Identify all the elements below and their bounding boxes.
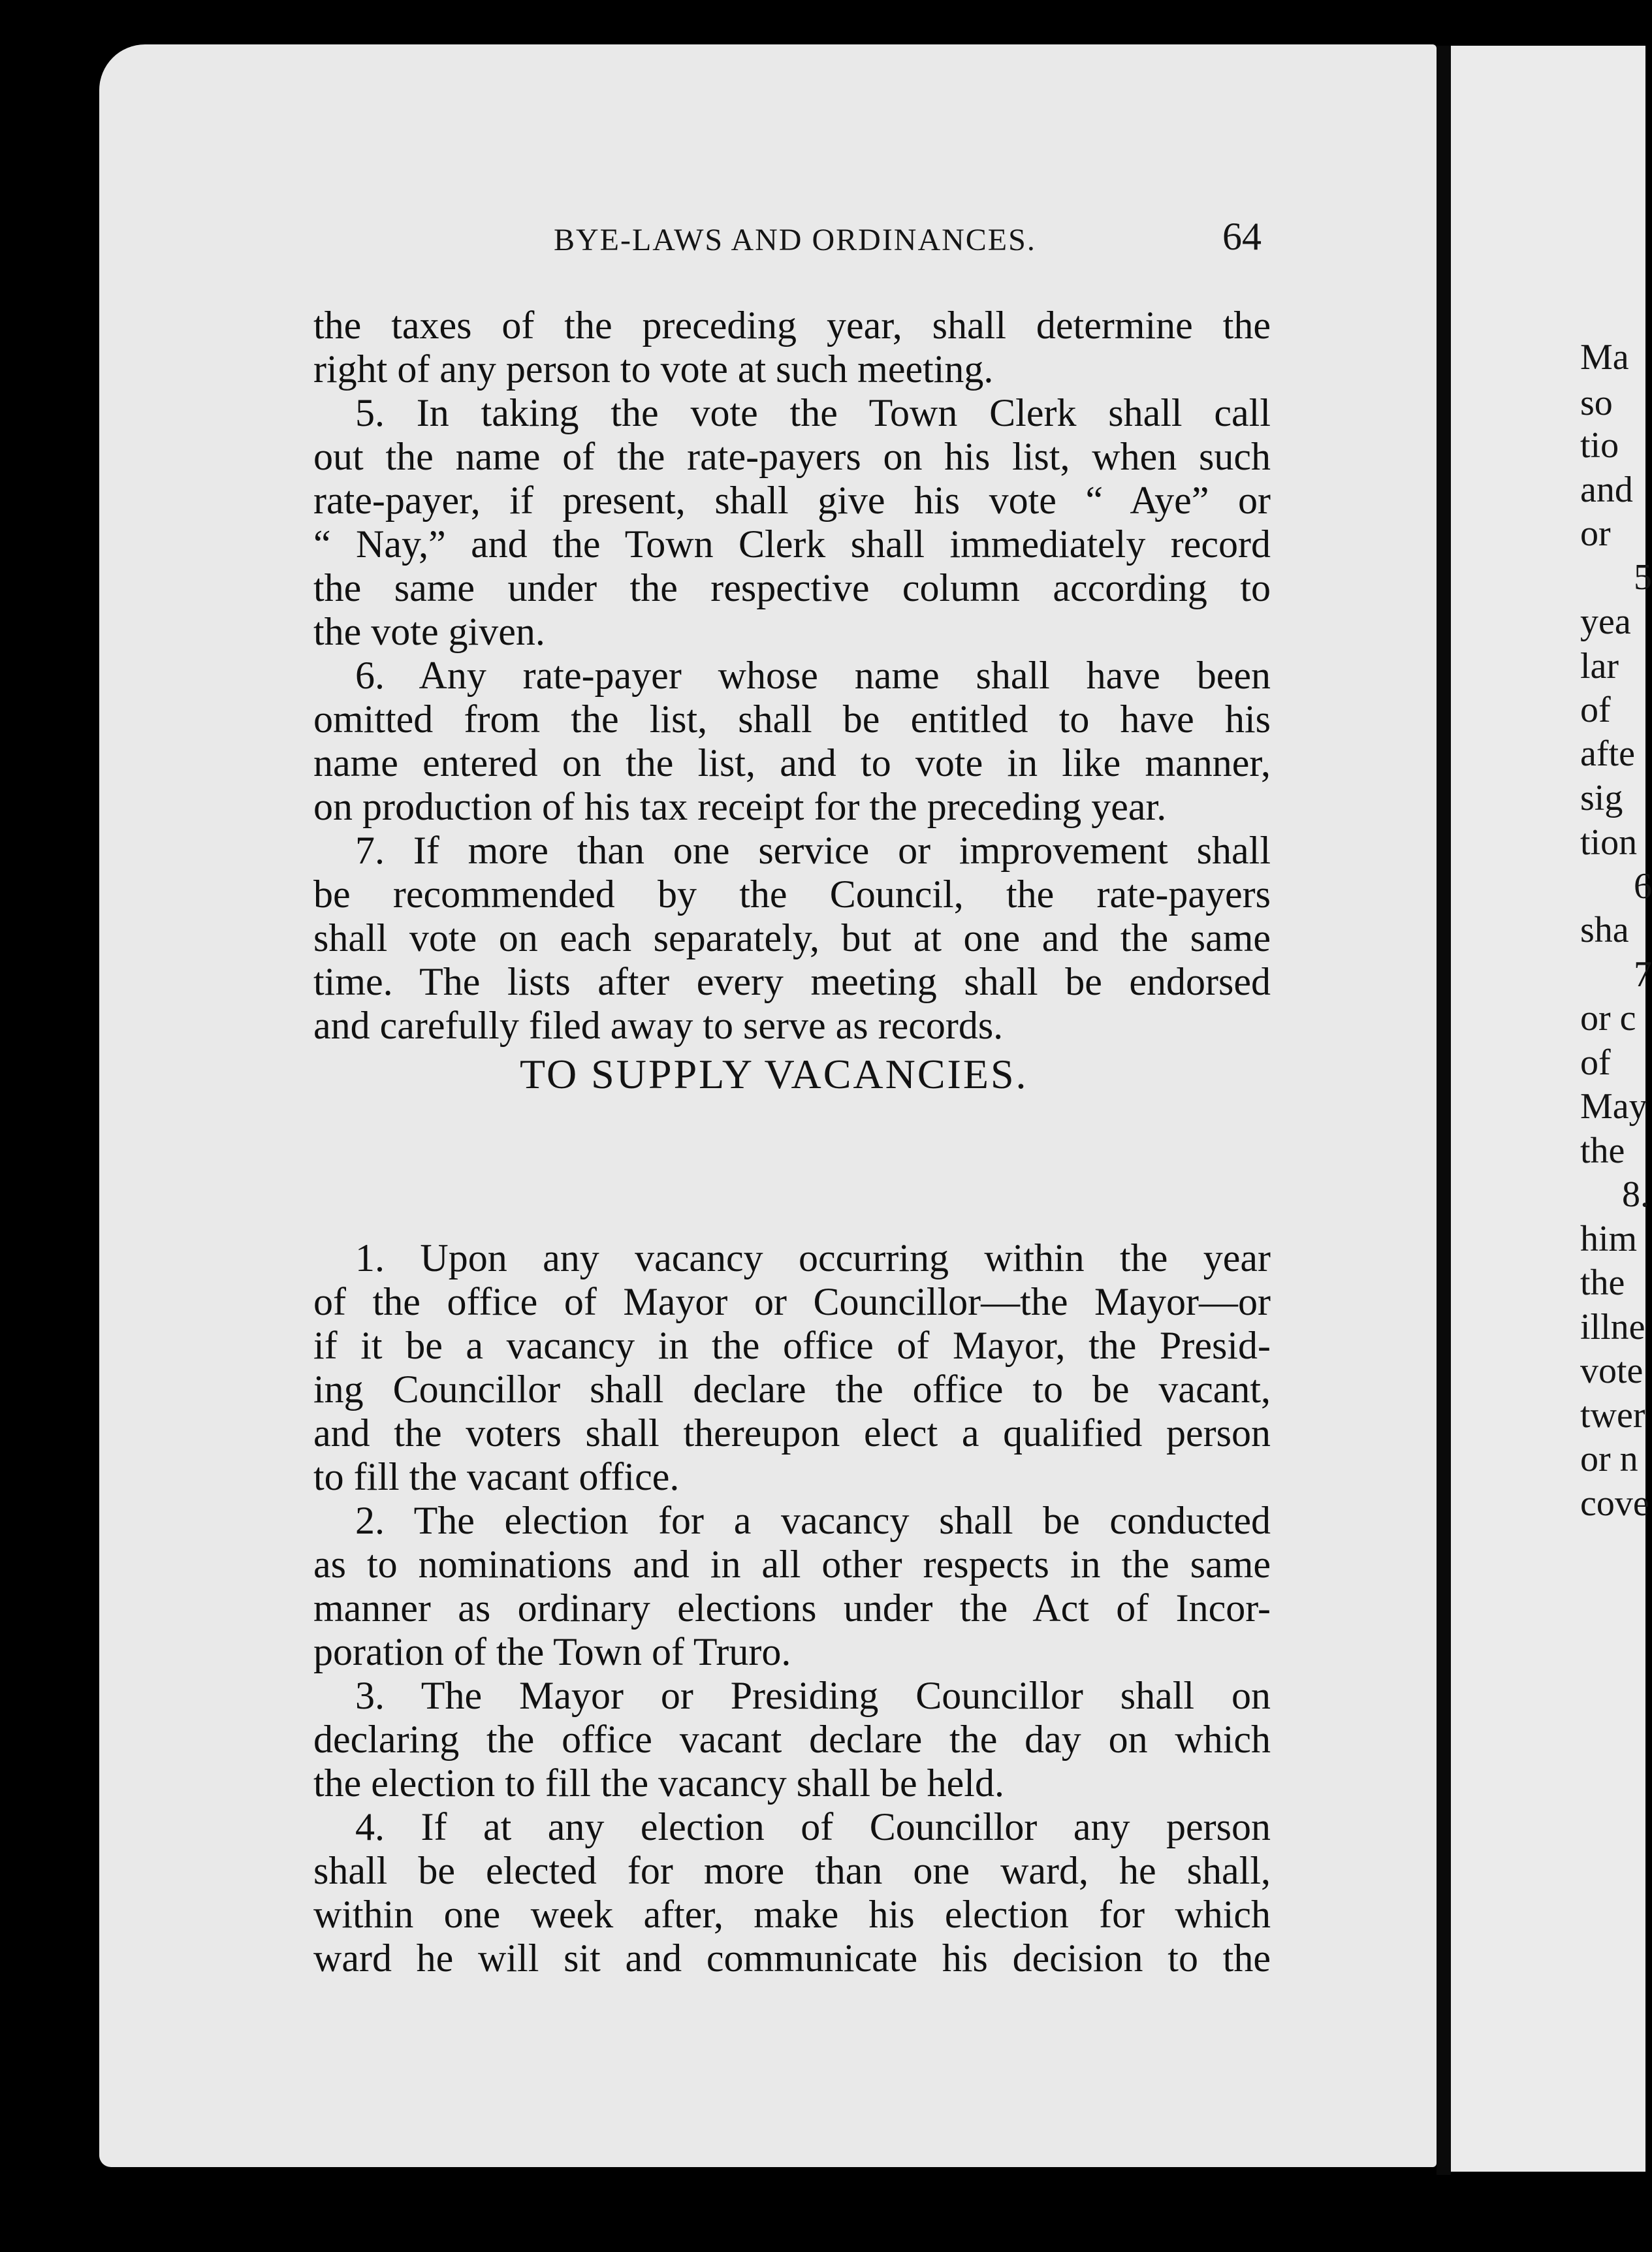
text-line: within one week after, make his election for which	[313, 1893, 1271, 1936]
text-line: 3. The Mayor or Presiding Councillor shall on	[355, 1674, 1271, 1717]
text-line: the taxes of the preceding year, shall determine the	[313, 304, 1271, 347]
fragment-text: illne	[1580, 1307, 1645, 1347]
running-head: BYE-LAWS AND ORDINANCES.	[554, 223, 1036, 257]
text-line: time. The lists after every meeting shall be endorsed	[313, 960, 1271, 1003]
fragment-text: yea	[1580, 602, 1631, 642]
fragment-text: of	[1580, 690, 1611, 730]
fragment-text: May	[1580, 1086, 1647, 1127]
fragment-text: so	[1580, 383, 1613, 423]
text-line: as to nominations and in all other respects in the same	[313, 1543, 1271, 1586]
fragment-text: him	[1580, 1219, 1638, 1259]
text-line: if it be a vacancy in the office of Mayor, the Presid-	[313, 1324, 1271, 1367]
text-line: omitted from the list, shall be entitled to have his	[313, 698, 1271, 741]
fragment-text: lar	[1580, 646, 1619, 686]
text-line: 5. In taking the vote the Town Clerk shall call	[355, 391, 1271, 434]
fragment-text: cove	[1580, 1483, 1649, 1524]
text-line: the same under the respective column according to	[313, 566, 1271, 609]
text-line: and carefully filed away to serve as records.	[313, 1004, 1004, 1047]
text-line: out the name of the rate-payers on his list, when such	[313, 435, 1271, 478]
text-line: the vote given.	[313, 610, 545, 653]
fragment-text: or c	[1580, 998, 1636, 1038]
fragment-text: tio	[1580, 425, 1619, 466]
text-line: right of any person to vote at such meeting.	[313, 347, 994, 391]
text-line: be recommended by the Council, the rate-payers	[313, 873, 1271, 916]
fragment-text: 5	[1634, 557, 1652, 598]
text-line: to fill the vacant office.	[313, 1455, 680, 1498]
text-line: on production of his tax receipt for the preceding year.	[313, 785, 1167, 828]
text-line: and the voters shall thereupon elect a qualified person	[313, 1411, 1271, 1455]
fragment-text: tion	[1580, 822, 1638, 863]
continued-text-block	[313, 304, 1271, 1048]
text-line: 2. The election for a vacancy shall be conducted	[355, 1499, 1271, 1542]
fragment-text: or	[1580, 513, 1611, 554]
page-gutter	[1437, 46, 1451, 2175]
text-line: rate-payer, if present, shall give his vote “ Aye” or	[313, 479, 1271, 522]
fragment-text: and	[1580, 470, 1633, 510]
text-line: the election to fill the vacancy shall be held.	[313, 1761, 1004, 1805]
fragment-text: 6	[1634, 866, 1652, 907]
fragment-text: 7	[1634, 954, 1652, 995]
text-line: declaring the office vacant declare the day on which	[313, 1718, 1271, 1761]
text-line: 6. Any rate-payer whose name shall have been	[355, 654, 1271, 697]
text-line: 7. If more than one service or improvement shall	[355, 829, 1271, 872]
text-line: shall be elected for more than one ward, he shall,	[313, 1849, 1271, 1892]
fragment-text: of	[1580, 1042, 1611, 1083]
fragment-text: 8.	[1622, 1174, 1649, 1215]
fragment-text: or n	[1580, 1439, 1638, 1479]
text-line: ing Councillor shall declare the office to be vacant,	[313, 1368, 1271, 1411]
fragment-text: sig	[1580, 778, 1623, 818]
text-line: manner as ordinary elections under the Act of Incor-	[313, 1586, 1271, 1630]
page-number: 64	[1222, 215, 1262, 258]
fragment-text: sha	[1580, 910, 1629, 950]
fragment-text: vote	[1580, 1351, 1644, 1391]
text-line: ward he will sit and communicate his decision to the	[313, 1937, 1271, 1980]
text-line: “ Nay,” and the Town Clerk shall immediately record	[313, 523, 1271, 566]
section-heading: TO SUPPLY VACANCIES.	[520, 1051, 1028, 1097]
fragment-text: Ma	[1580, 337, 1629, 378]
vacancies-text-block	[313, 1236, 1271, 1980]
fragment-text: twer	[1580, 1395, 1645, 1436]
fragment-text: afte	[1580, 733, 1635, 774]
text-line: name entered on the list, and to vote in like manner,	[313, 741, 1271, 784]
text-line: 4. If at any election of Councillor any person	[355, 1805, 1271, 1848]
text-line: shall vote on each separately, but at one and the same	[313, 916, 1271, 959]
text-line: 1. Upon any vacancy occurring within the year	[355, 1236, 1271, 1279]
fragment-text: the	[1580, 1131, 1625, 1171]
fragment-text: the	[1580, 1263, 1625, 1303]
text-line: of the office of Mayor or Councillor—the Mayor—or	[313, 1280, 1271, 1323]
text-line: poration of the Town of Truro.	[313, 1630, 791, 1673]
